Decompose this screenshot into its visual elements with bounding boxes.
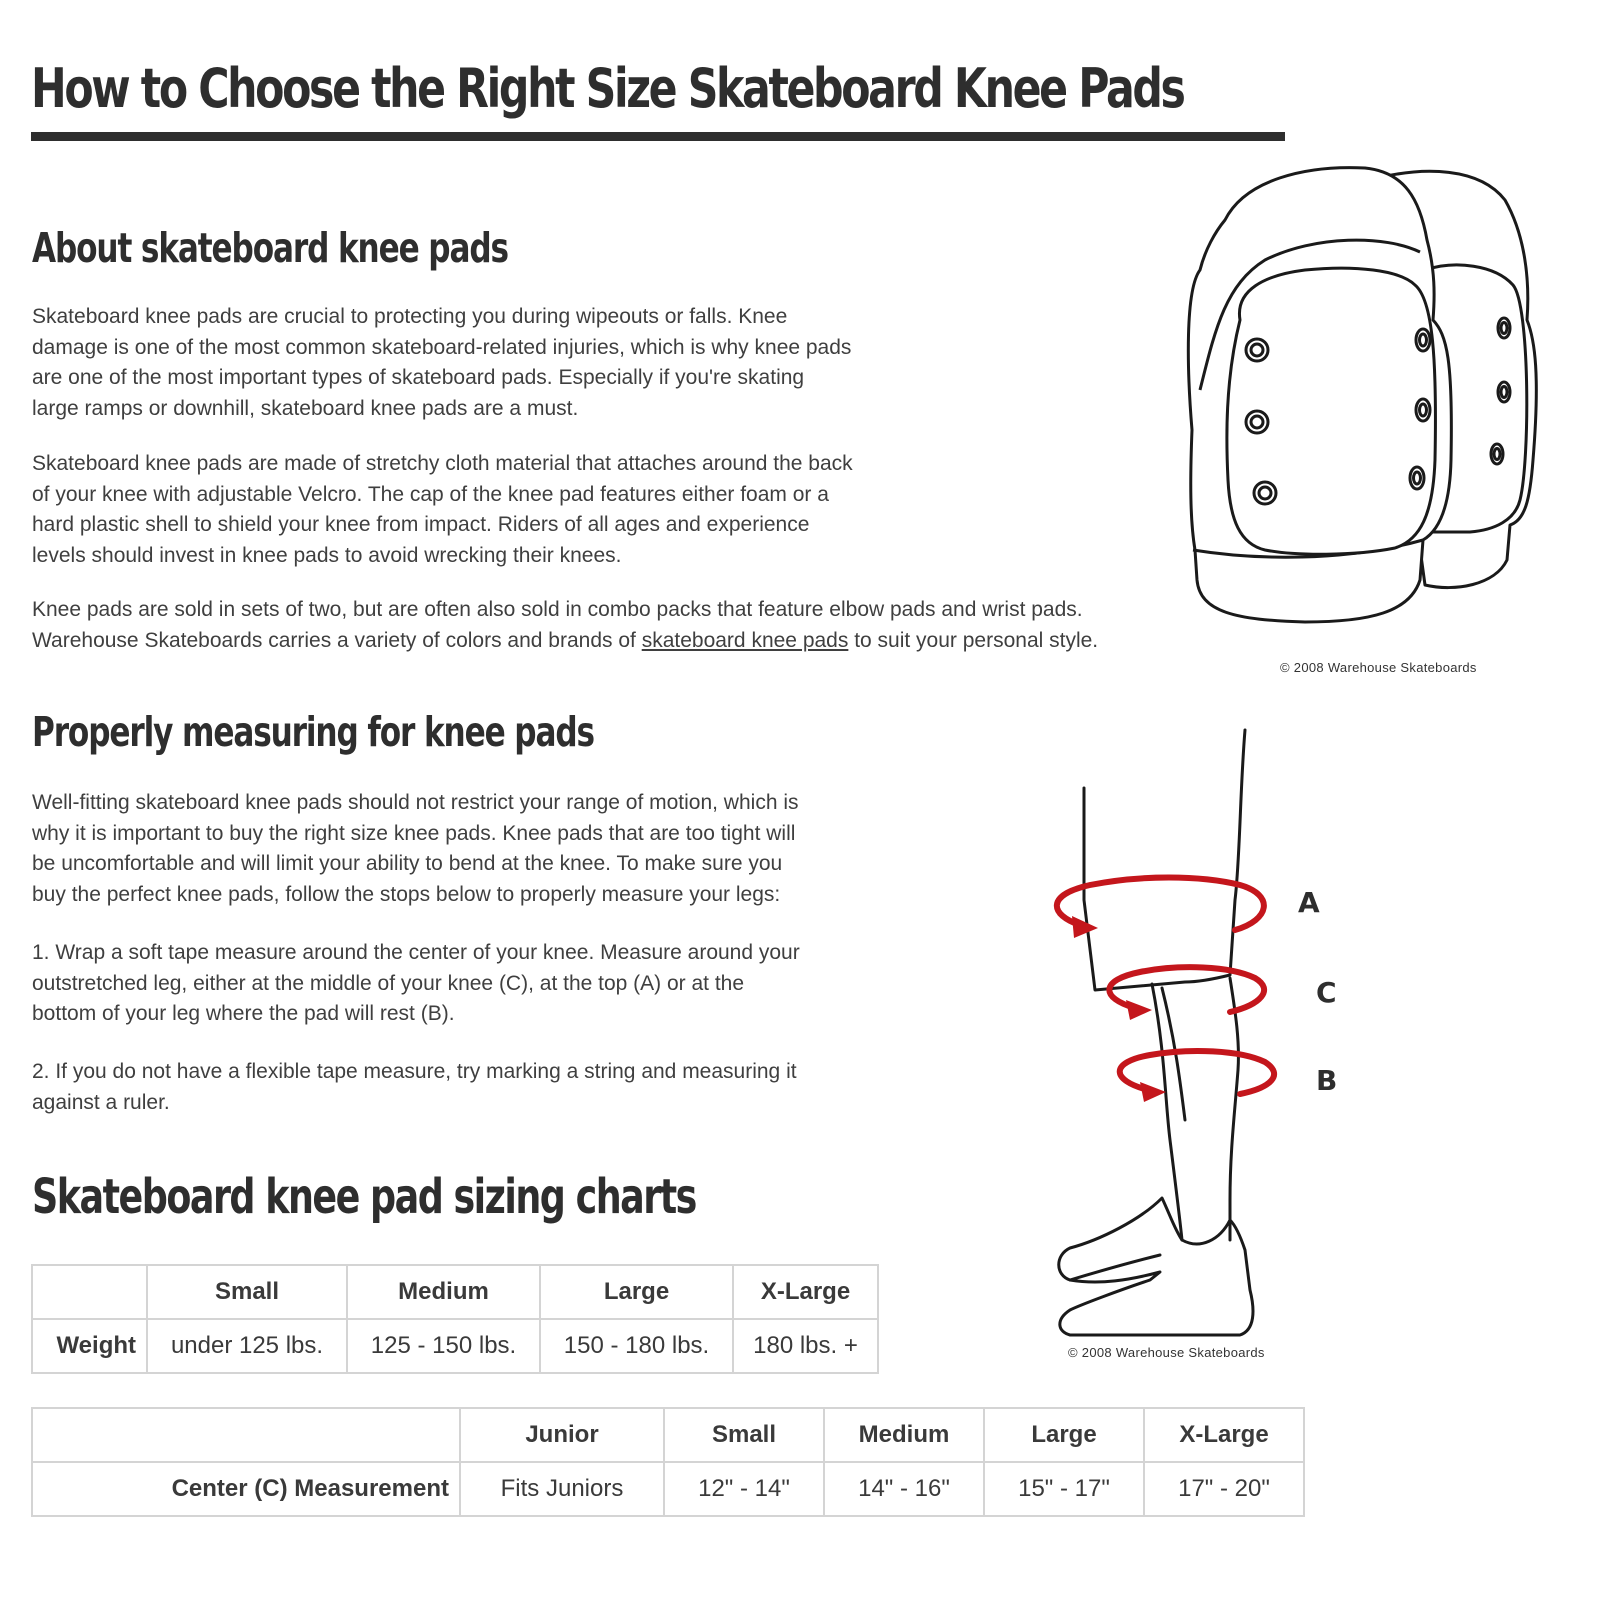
label-a: A	[1298, 886, 1320, 919]
text-line: why it is important to buy the right size knee pads. Knee pads that are too tight will	[32, 821, 796, 845]
table-cell: 17" - 20"	[1144, 1462, 1304, 1516]
text-line: bottom of your leg where the pad will rest (B).	[32, 1002, 455, 1025]
table-row	[32, 1462, 1304, 1516]
table-header-cell: Small	[664, 1408, 824, 1462]
text-line: hard plastic shell to shield your knee from impact. Riders of all ages and experience	[32, 513, 810, 536]
table-row	[32, 1319, 878, 1373]
table-header-cell: Medium	[824, 1408, 984, 1462]
tape-arrow-b	[1140, 1082, 1166, 1102]
measurement-size-table	[31, 1407, 1305, 1517]
measuring-paragraph	[32, 788, 799, 910]
measuring-step-2	[32, 1057, 797, 1118]
shoe-outline	[1059, 1198, 1253, 1335]
text-line: damage is one of the most common skateboard-related injuries, which is why knee pads	[32, 335, 852, 359]
table-header-cell: X-Large	[1144, 1408, 1304, 1462]
text-line: buy the perfect knee pads, follow the stops below to properly measure your legs:	[32, 882, 781, 906]
table-header-cell: Small	[147, 1265, 347, 1319]
table-cell: 180 lbs. +	[733, 1319, 878, 1373]
text-line: be uncomfortable and will limit your ability to bend at the knee. To make sure you	[32, 852, 783, 875]
rivet	[1251, 344, 1263, 356]
knee-pads-link[interactable]: skateboard knee pads	[641, 628, 849, 652]
rivet	[1414, 472, 1421, 484]
title-divider	[31, 132, 1285, 141]
table-cell: 15" - 17"	[984, 1462, 1144, 1516]
rivet	[1420, 334, 1427, 346]
text-line: 1. Wrap a soft tape measure around the center of your knee. Measure around your	[32, 941, 800, 964]
text-line: of your knee with adjustable Velcro. The cap of the knee pad features either foam or a	[32, 482, 829, 506]
table-header-row	[32, 1408, 1304, 1462]
table-cell: Fits Juniors	[460, 1462, 664, 1516]
text-line: Skateboard knee pads are made of stretchy cloth material that attaches around the back	[32, 452, 853, 475]
table-header-cell: X-Large	[733, 1265, 878, 1319]
table-header-cell: Junior	[460, 1408, 664, 1462]
label-b: B	[1316, 1064, 1338, 1097]
rivet	[1251, 416, 1263, 428]
measuring-heading: Properly measuring for knee pads	[32, 708, 594, 756]
leg-measurement-illustration	[1040, 720, 1360, 1340]
weight-size-table	[31, 1264, 879, 1374]
table-cell: 12" - 14"	[664, 1462, 824, 1516]
text-line: against a ruler.	[32, 1090, 170, 1114]
table-header-cell: Large	[540, 1265, 733, 1319]
text-line	[32, 626, 1098, 657]
sizing-charts-heading: Skateboard knee pad sizing charts	[32, 1169, 696, 1225]
text-line: 2. If you do not have a flexible tape measure, try marking a string and measuring it	[32, 1060, 797, 1083]
text-line: Skateboard knee pads are crucial to protecting you during wipeouts or falls. Knee	[32, 305, 788, 328]
rivet	[1501, 323, 1507, 334]
text-line: outstretched leg, either at the middle of your knee (C), at the top (A) or at the	[32, 971, 745, 995]
text-line: are one of the most important types of skateboard pads. Especially if you're skating	[32, 366, 805, 389]
text-line: large ramps or downhill, skateboard knee pads are a must.	[32, 396, 579, 420]
measuring-step-1	[32, 938, 800, 1030]
about-paragraph-3	[32, 595, 1098, 656]
label-c: C	[1316, 976, 1337, 1009]
page-title: How to Choose the Right Size Skateboard Knee Pads	[31, 57, 1184, 120]
text-span: Warehouse Skateboards carries a variety of colors and brands of	[32, 628, 642, 652]
text-line: Knee pads are sold in sets of two, but are often also sold in combo packs that feature elbow pads and wrist pads.	[32, 598, 1083, 621]
shorts-outline	[1084, 730, 1245, 990]
table-cell: 150 - 180 lbs.	[540, 1319, 733, 1373]
table-header-cell: Large	[984, 1408, 1144, 1462]
table-cell: under 125 lbs.	[147, 1319, 347, 1373]
tape-arrow-c	[1126, 1000, 1152, 1020]
about-paragraph-1	[32, 302, 851, 424]
rivet	[1259, 487, 1271, 499]
knee-pad-illustration	[1195, 160, 1575, 640]
kneepad-copyright-caption: © 2008 Warehouse Skateboards	[1280, 660, 1477, 675]
about-paragraph-2	[32, 449, 853, 571]
table-header-cell	[32, 1265, 147, 1319]
table-header-cell: Medium	[347, 1265, 540, 1319]
table-header-row	[32, 1265, 878, 1319]
leg-back-line	[1230, 978, 1238, 1240]
table-cell: 14" - 16"	[824, 1462, 984, 1516]
table-row-label: Center (C) Measurement	[32, 1462, 460, 1516]
rivet	[1494, 449, 1500, 460]
rivet	[1501, 387, 1507, 398]
table-cell: 125 - 150 lbs.	[347, 1319, 540, 1373]
table-row-label: Weight	[32, 1319, 147, 1373]
text-span: to suit your personal style.	[848, 628, 1099, 652]
leg-copyright-caption: © 2008 Warehouse Skateboards	[1068, 1345, 1265, 1360]
rivet	[1420, 404, 1427, 416]
about-heading: About skateboard knee pads	[32, 224, 508, 272]
text-line: levels should invest in knee pads to avoid wrecking their knees.	[32, 543, 622, 567]
table-header-cell	[32, 1408, 460, 1462]
text-line: Well-fitting skateboard knee pads should not restrict your range of motion, which is	[32, 791, 799, 814]
